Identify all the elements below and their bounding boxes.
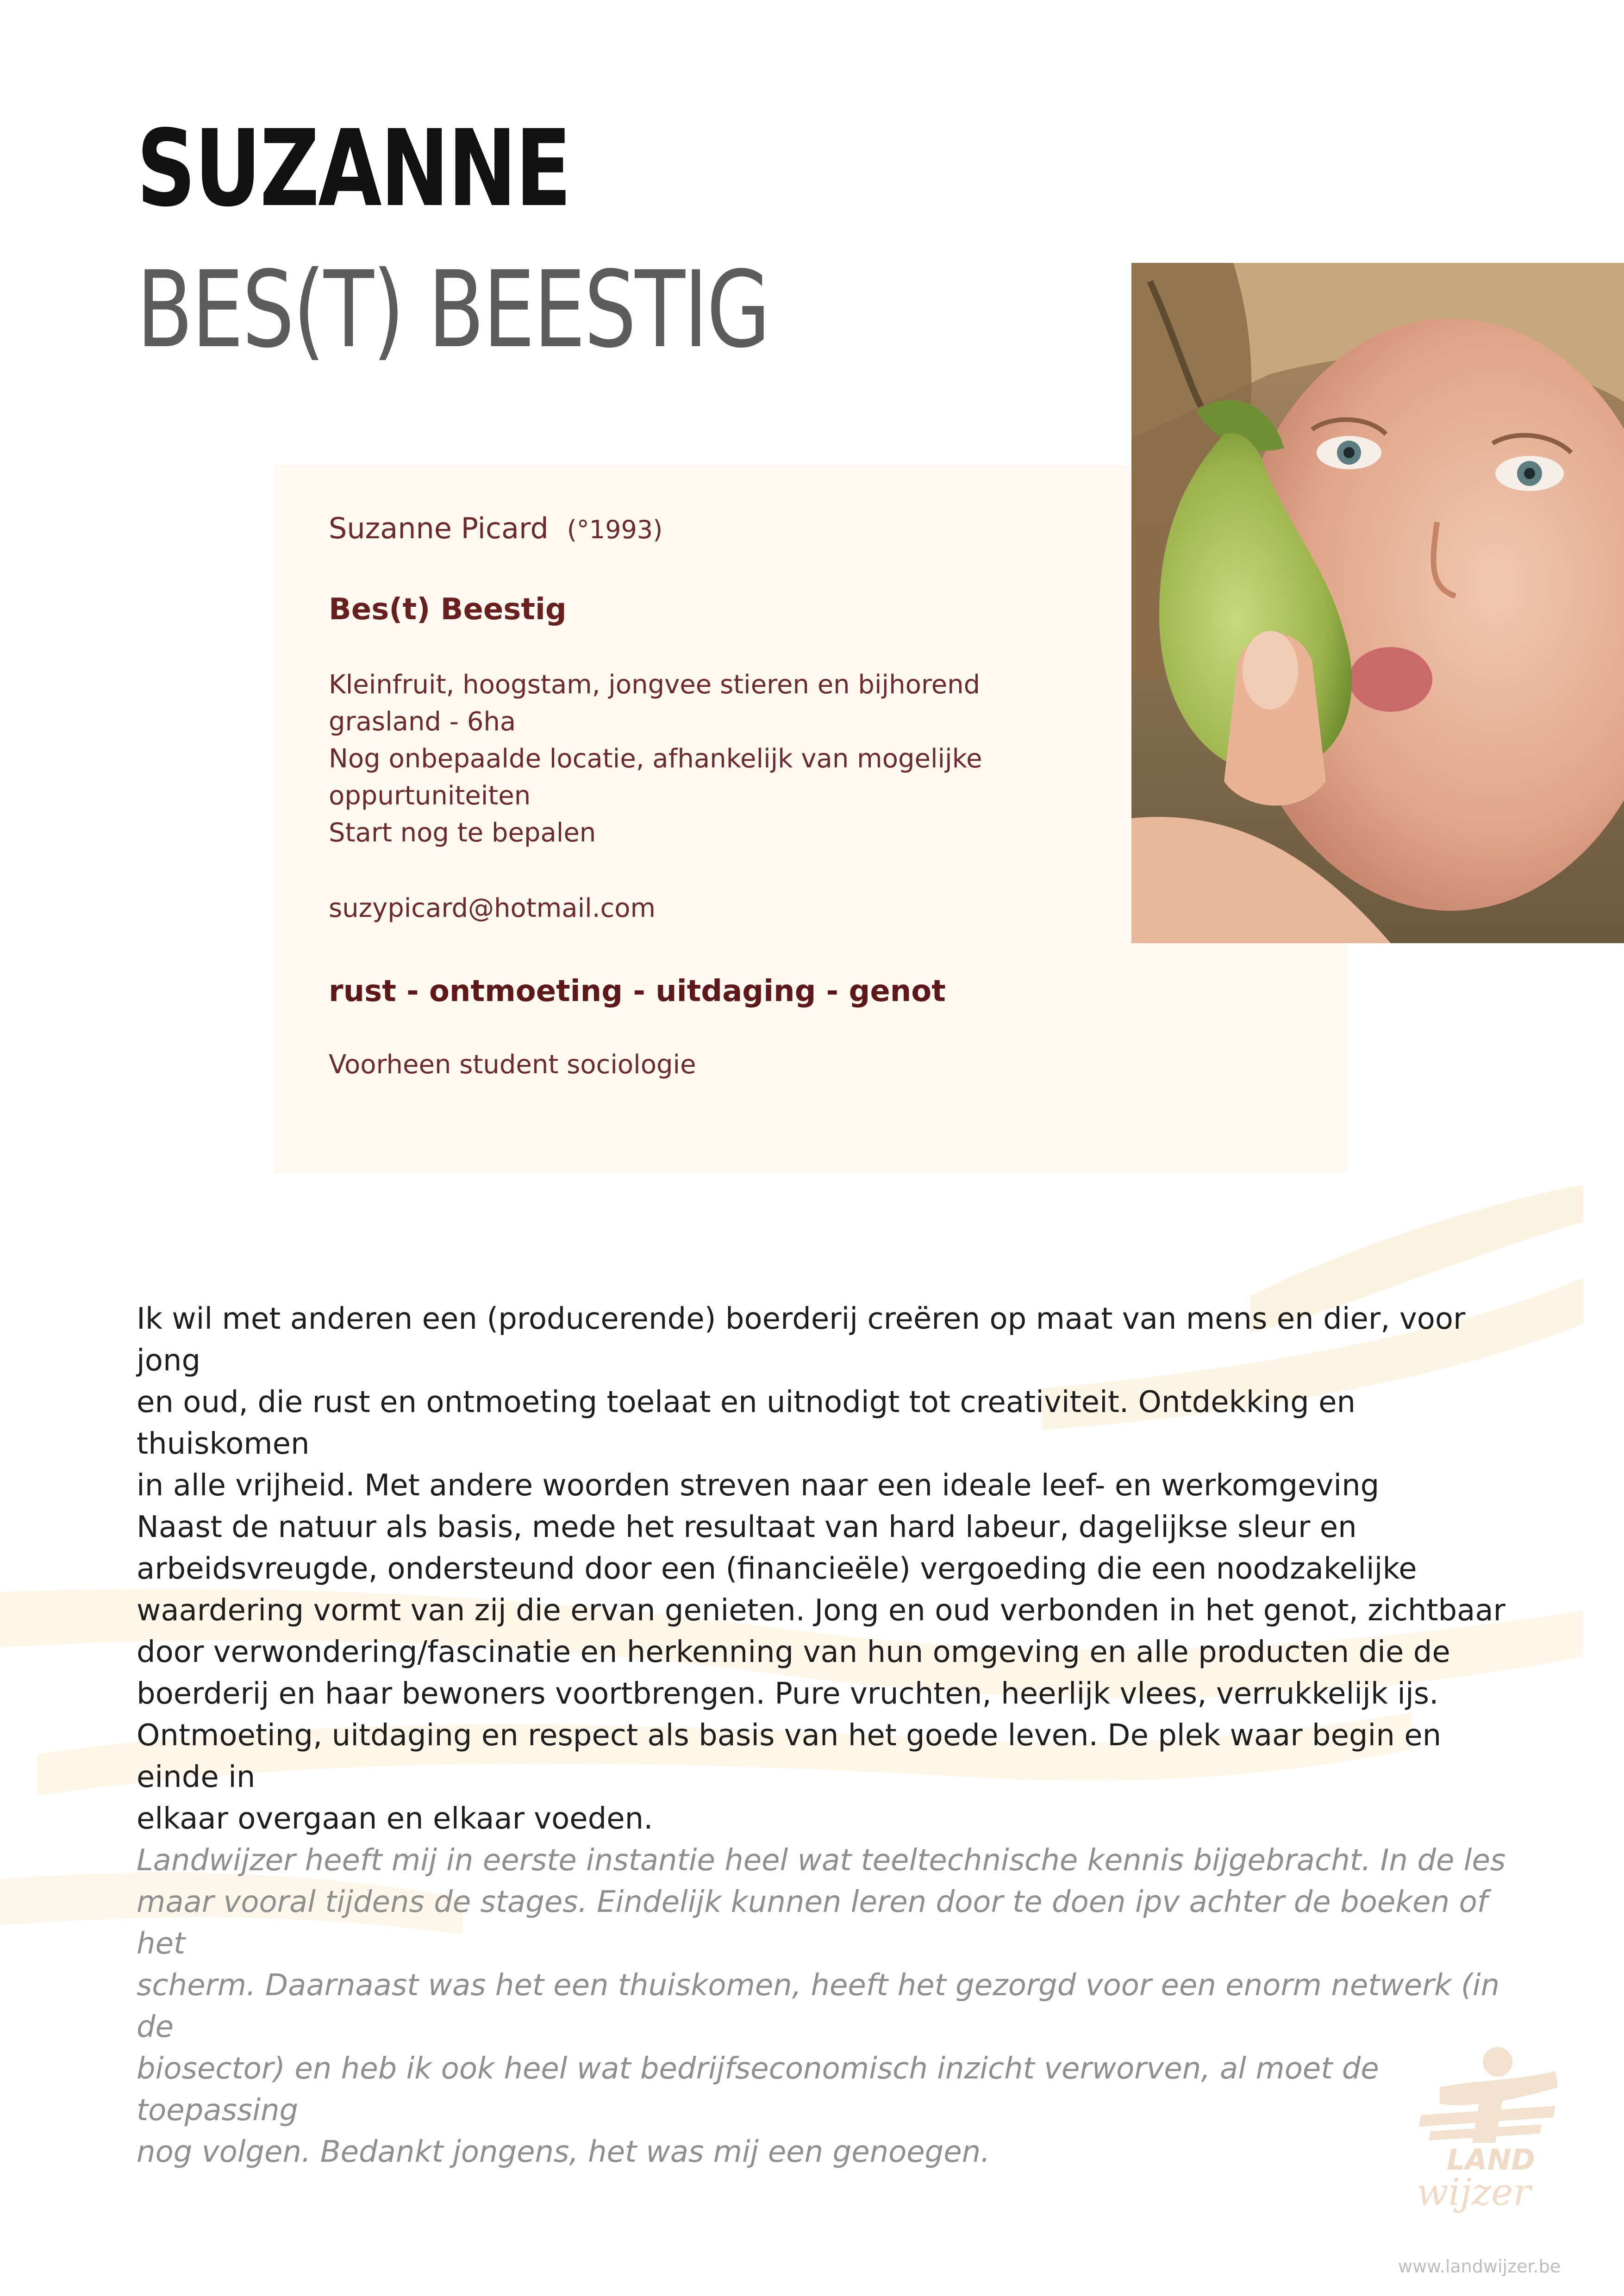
body-line: elkaar overgaan en elkaar voeden. bbox=[137, 1802, 653, 1836]
portrait-photo bbox=[1131, 263, 1624, 943]
body-line: Ik wil met anderen een (producerende) boerderij creëren op maat van mens en dier, voor jong bbox=[137, 1302, 1466, 1378]
quote-line: nog volgen. Bedankt jongens, het was mij een genoegen. bbox=[137, 2135, 990, 2169]
background-note: Voorheen student sociologie bbox=[329, 1050, 696, 1080]
project-name: Bes(t) Beestig bbox=[329, 592, 567, 627]
body-line: arbeidsvreugde, ondersteund door een (financieële) vergoeding die een noodzakelijke bbox=[137, 1552, 1417, 1586]
details-line: Kleinfruit, hoogstam, jongvee stieren en bijhorend bbox=[329, 670, 981, 700]
project-details bbox=[329, 666, 1125, 852]
full-name-text: Suzanne Picard bbox=[329, 511, 549, 545]
quote-line: scherm. Daarnaast was het een thuiskomen, heeft het gezorgd voor een enorm netwerk (in de bbox=[137, 1968, 1500, 2044]
header-name: SUZANNE bbox=[137, 107, 570, 230]
motto: rust - ontmoeting - uitdaging - genot bbox=[329, 974, 946, 1008]
body-line: Naast de natuur als basis, mede het resultaat van hard labeur, dagelijkse sleur en bbox=[137, 1510, 1357, 1544]
body-paragraph bbox=[137, 1298, 1525, 1840]
body-line: boerderij en haar bewoners voortbrengen. Pure vruchten, heerlijk vlees, verrukkelijk ijs. bbox=[137, 1677, 1439, 1711]
details-line: Nog onbepaalde locatie, afhankelijk van mogelijke bbox=[329, 744, 982, 774]
header-farm-name: BES(T) BEESTIG bbox=[137, 248, 769, 371]
birth-year: (°1993) bbox=[567, 515, 663, 544]
details-line: Start nog te bepalen bbox=[329, 818, 596, 848]
body-line: in alle vrijheid. Met andere woorden streven naar een ideale leef- en werkomgeving bbox=[137, 1468, 1380, 1503]
body-line: door verwondering/fascinatie en herkenning van hun omgeving en alle producten die de bbox=[137, 1635, 1450, 1669]
testimonial-quote bbox=[137, 1840, 1525, 2173]
website-url: www.landwijzer.be bbox=[1398, 2256, 1561, 2277]
email-address: suzypicard@hotmail.com bbox=[329, 893, 656, 923]
logo-text-land: LAND bbox=[1447, 2143, 1535, 2177]
details-line: grasland - 6ha bbox=[329, 707, 516, 737]
full-name bbox=[329, 511, 662, 545]
logo-text-wijzer: wijzer bbox=[1417, 2171, 1531, 2214]
quote-line: Landwijzer heeft mij in eerste instantie heel wat teeltechnische kennis bijgebracht. In de les bbox=[137, 1843, 1506, 1878]
body-line: waardering vormt van zij die ervan genieten. Jong en oud verbonden in het genot, zichtbaar bbox=[137, 1593, 1505, 1628]
details-line: oppurtuniteiten bbox=[329, 781, 531, 811]
quote-line: maar vooral tijdens de stages. Eindelijk kunnen leren door te doen ipv achter de boeken of het bbox=[137, 1885, 1488, 1961]
body-line: en oud, die rust en ontmoeting toelaat en uitnodigt tot creativiteit. Ontdekking en thuiskomen bbox=[137, 1385, 1355, 1461]
quote-line: biosector) en heb ik ook heel wat bedrijfseconomisch inzicht verworven, al moet de toepassing bbox=[137, 2052, 1379, 2128]
body-line: Ontmoeting, uitdaging en respect als basis van het goede leven. De plek waar begin en einde in bbox=[137, 1718, 1442, 1794]
